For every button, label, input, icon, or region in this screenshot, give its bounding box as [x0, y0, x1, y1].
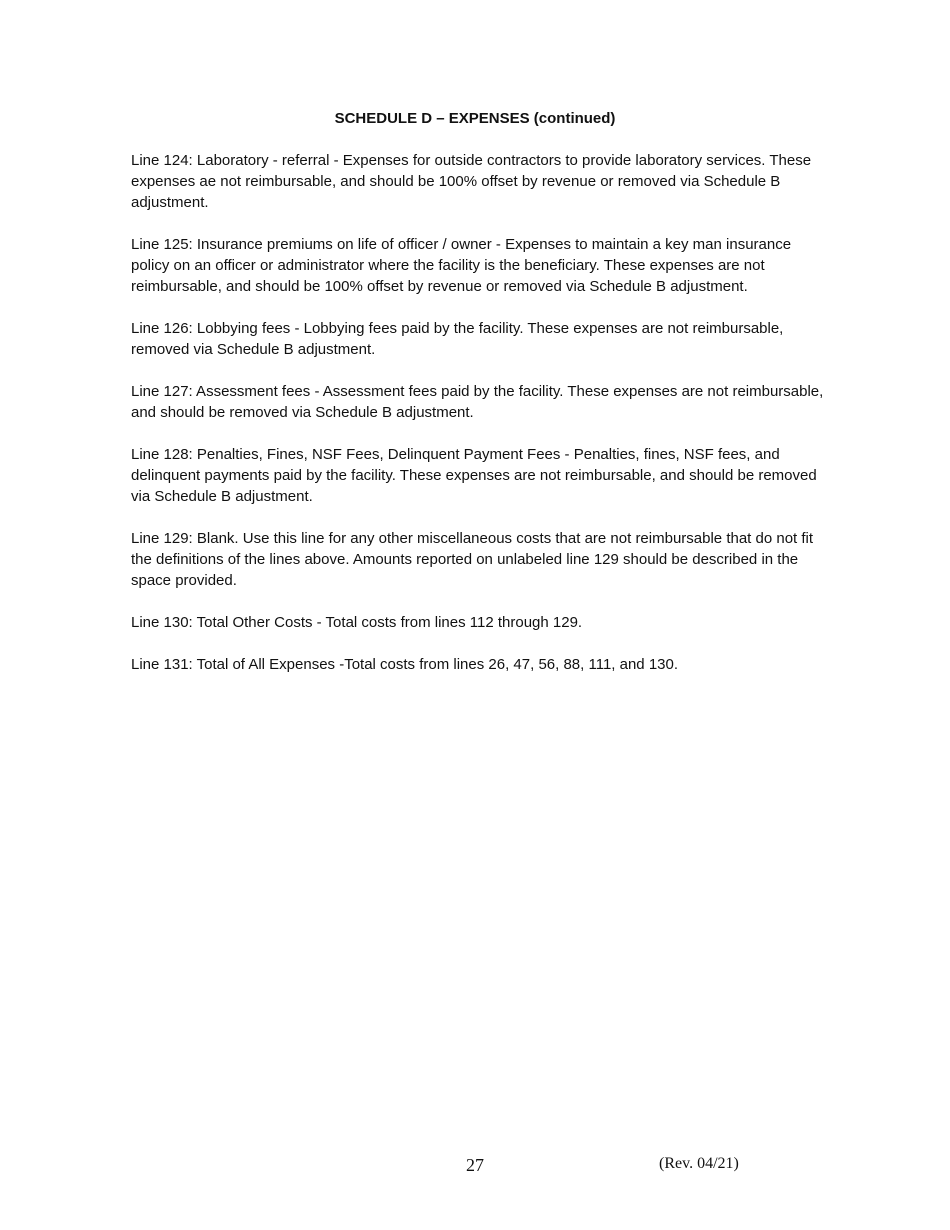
line-131-paragraph: Line 131: Total of All Expenses -Total costs from lines 26, 47, 56, 88, 111, and 130. — [131, 656, 679, 673]
line-124-paragraph: Line 124: Laboratory - referral - Expenses for outside contractors to provide laboratory services. These expenses ae not reimbursable, and should be 100% offset by revenue or removed via Schedule B adjustment. — [131, 152, 812, 211]
page-title: SCHEDULE D – EXPENSES (continued) — [334, 110, 616, 127]
line-129-paragraph: Line 129: Blank. Use this line for any other miscellaneous costs that are not reimbursable that do not fit the definitions of the lines above. Amounts reported on unlabeled line 129 should be described in the space provided. — [131, 530, 814, 589]
revision-date: (Rev. 04/21) — [659, 1155, 739, 1172]
line-130-paragraph: Line 130: Total Other Costs - Total costs from lines 112 through 129. — [131, 614, 583, 631]
document-body — [131, 150, 831, 696]
line-128-paragraph: Line 128: Penalties, Fines, NSF Fees, Delinquent Payment Fees - Penalties, fines, NSF fees, and delinquent payments paid by the facility. These expenses are not reimbursable, and should be removed via Schedule B adjustment. — [131, 446, 817, 505]
line-127-paragraph: Line 127: Assessment fees - Assessment fees paid by the facility. These expenses are not reimbursable, and should be removed via Schedule B adjustment. — [131, 383, 824, 421]
line-125-paragraph: Line 125: Insurance premiums on life of officer / owner - Expenses to maintain a key man insurance policy on an officer or administrator where the facility is the beneficiary. These expenses are not reimbursable, and should be 100% offset by revenue or removed via Schedule B adjustment. — [131, 236, 792, 295]
page-number: 27 — [466, 1155, 484, 1175]
line-126-paragraph: Line 126: Lobbying fees - Lobbying fees paid by the facility. These expenses are not reimbursable, removed via Schedule B adjustment. — [131, 320, 784, 358]
